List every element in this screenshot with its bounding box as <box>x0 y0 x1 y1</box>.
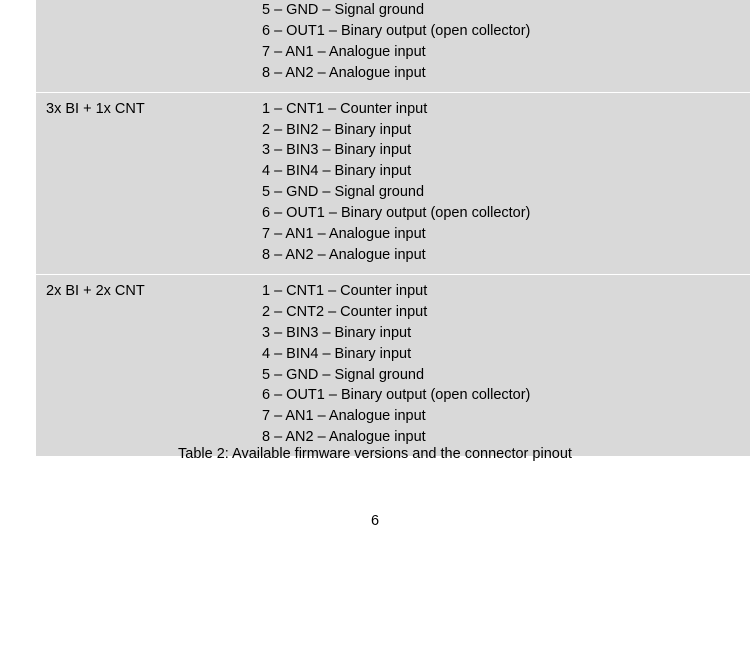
pin-line: 1 – CNT1 – Counter input <box>262 282 428 299</box>
table-cell-pinout <box>252 92 750 274</box>
pin-line: 6 – OUT1 – Binary output (open collector) <box>262 387 531 404</box>
pin-line: 2 – BIN2 – Binary input <box>262 121 412 138</box>
pinout-table <box>36 0 750 456</box>
pinout-table-container <box>36 0 714 456</box>
pin-line: 3 – BIN3 – Binary input <box>262 324 412 341</box>
pin-line: 4 – BIN4 – Binary input <box>262 345 412 362</box>
pin-line: 3 – BIN3 – Binary input <box>262 142 412 159</box>
pin-line: 5 – GND – Signal ground <box>262 366 425 383</box>
pin-line: 5 – GND – Signal ground <box>262 184 425 201</box>
pin-line: 4 – BIN4 – Binary input <box>262 163 412 180</box>
firmware-version-label: 2x BI + 2x CNT <box>46 282 145 299</box>
pin-line: 2 – CNT2 – Counter input <box>262 303 428 320</box>
pin-line: 8 – AN2 – Analogue input <box>262 429 426 446</box>
pin-line: 8 – AN2 – Analogue input <box>262 64 426 81</box>
table-cell-pinout <box>252 0 750 92</box>
table-cell-version <box>36 274 252 456</box>
pin-line: 7 – AN1 – Analogue input <box>262 408 426 425</box>
table-cell-version <box>36 0 252 92</box>
table-cell-pinout <box>252 274 750 456</box>
table-cell-version <box>36 92 252 274</box>
pin-line: 5 – GND – Signal ground <box>262 2 425 18</box>
pin-line: 7 – AN1 – Analogue input <box>262 226 426 243</box>
table-row <box>36 92 750 274</box>
table-row <box>36 0 750 92</box>
table-row <box>36 274 750 456</box>
table-caption: Table 2: Available firmware versions and the connector pinout <box>178 446 572 462</box>
pin-line: 6 – OUT1 – Binary output (open collector) <box>262 205 531 222</box>
page-number: 6 <box>370 513 380 529</box>
pin-line: 8 – AN2 – Analogue input <box>262 246 426 263</box>
pin-line: 7 – AN1 – Analogue input <box>262 43 426 60</box>
firmware-version-label: 3x BI + 1x CNT <box>46 100 145 117</box>
pin-line: 1 – CNT1 – Counter input <box>262 100 428 117</box>
pin-line: 6 – OUT1 – Binary output (open collector) <box>262 22 531 39</box>
